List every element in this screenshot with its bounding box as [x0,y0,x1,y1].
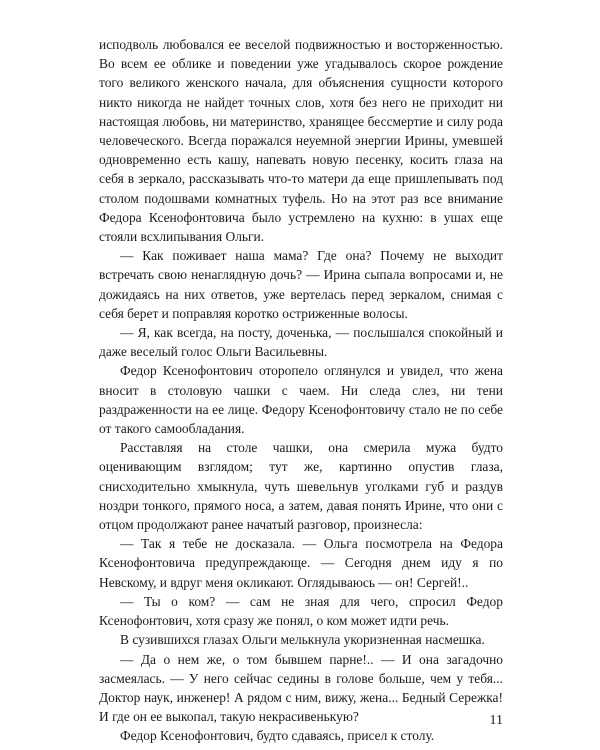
paragraph: Федор Ксенофонтович оторопело оглянулся и увидел, что жена вносит в столовую чашки с чаем. Ни следа слез, ни тени раздраженности на ее лице. Федору Ксенофонтовичу стало не по себе от такого самообладания. [99,363,503,437]
paragraph: — Да о нем же, о том бывшем парне!.. — И она загадочно засмеялась. — У него сейчас седины в голове больше, чем у тебя... Доктор наук, инженер! А рядом с ним, вижу, жена... Бедный Сережка! И где он ее выкопал, такую некрасивенькую? [99,651,503,725]
body-text [99,35,503,746]
paragraph: Расставляя на столе чашки, она смерила мужа будто оценивающим взглядом; тут же, картинно опустив глаза, снисходительно хмыкнула, чуть шевельнув уголками губ и раздув ноздри тонкого, прямого носа, а затем, давая понять Ирине, что они с отцом продолжают ранее начатый разговор, произнесла: [99,440,503,533]
paragraph: Федор Ксенофонтович, будто сдаваясь, присел к столу. [120,728,435,744]
paragraph: исподволь любовался ее веселой подвижностью и восторженностью. Во всем ее облике и поведении уже угадывалось скорое рождение того великого женского начала, для объяснения сущности которого никто никогда не найдет точных слов, хотя без него не приходит ни настоящая любовь, ни материнство, хранящее бессмертие и силу рода человеческого. Всегда поражался неуемной энергии Ирины, умевшей одновременно есть кашу, напевать новую песенку, косить глаза на себя в зеркало, рассказывать что-то матери да еще пришлепывать под столом подошвами комнатных туфель. Но на этот раз все внимание Федора Ксенофонтовича было устремлено на кухню: в ушах еще стояли всхлипывания Ольги. [99,37,503,245]
paragraph: — Так я тебе не досказала. — Ольга посмотрела на Федора Ксенофонтовича предупреждающе. — Сегодня днем иду я по Невскому, и вдруг меня окликают. Оглядываюсь — он! Сергей!.. [99,536,503,590]
paragraph: — Ты о ком? — сам не зная для чего, спросил Федор Ксенофонтович, хотя сразу же понял, о ком может идти речь. [99,593,503,629]
paragraph: В сузившихся глазах Ольги мелькнула укоризненная насмешка. [120,632,485,648]
paragraph: — Как поживает наша мама? Где она? Почему не выходит встречать свою ненаглядную дочь? — Ирина сыпала вопросами и, не дожидаясь на них ответов, уже вертелась перед зеркалом, снимая с себя берет и поправляя коротко остриженные волосы. [99,248,503,321]
page-number: 11 [489,713,503,728]
paragraph: — Я, как всегда, на посту, доченька, — послышался спокойный и даже веселый голос Ольги Васильевны. [99,325,503,360]
